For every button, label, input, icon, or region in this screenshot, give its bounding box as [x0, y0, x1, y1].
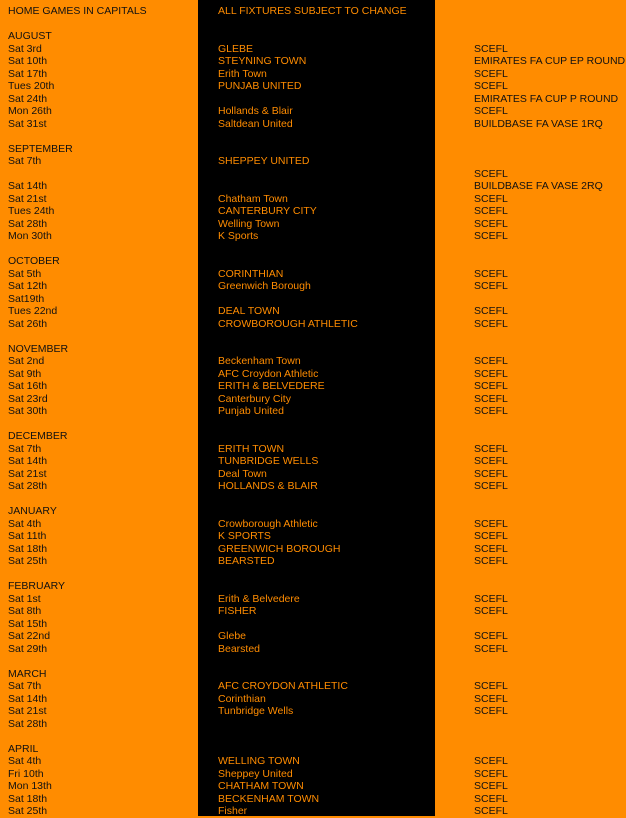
fixture-date: Sat 10th [8, 55, 48, 67]
fixture-opponent: AFC CROYDON ATHLETIC [218, 680, 348, 692]
fixture-row [0, 543, 626, 556]
fixture-opponent: STEYNING TOWN [218, 55, 307, 67]
fixture-opponent: CROWBOROUGH ATHLETIC [218, 317, 358, 330]
fixture-opponent: Welling Town [218, 217, 280, 230]
fixture-date: Sat 18th [8, 542, 48, 555]
fixture-opponent: Greenwich Borough [218, 280, 311, 292]
fixture-row [0, 768, 626, 781]
fixture-competition: SCEFL [474, 405, 508, 417]
fixture-competition: SCEFL [474, 80, 508, 92]
fixture-row [0, 55, 626, 68]
fixture-date: Sat 25th [8, 555, 48, 567]
fixture-date: Sat 3rd [8, 42, 42, 55]
fixture-date: Sat 7th [8, 442, 42, 455]
fixture-date: Tues 22nd [8, 305, 58, 317]
fixture-opponent: Chatham Town [218, 192, 288, 205]
fixture-row [0, 193, 626, 206]
fixture-row [0, 230, 626, 243]
month-heading: DECEMBER [8, 430, 68, 442]
fixture-date: Sat 25th [8, 805, 48, 817]
fixture-date: Sat 12th [8, 280, 48, 292]
fixture-opponent: BEARSTED [218, 555, 275, 567]
month-heading: JANUARY [8, 505, 57, 517]
month-heading-row [0, 743, 626, 756]
home-games-note: HOME GAMES IN CAPITALS [8, 5, 147, 17]
fixture-opponent: Corinthian [218, 692, 266, 705]
fixture-row [0, 530, 626, 543]
month-spacer [0, 655, 626, 668]
month-heading-row [0, 255, 626, 268]
month-heading-row [0, 30, 626, 43]
fixture-competition: EMIRATES FA CUP P ROUND [474, 92, 619, 105]
fixture-row [0, 218, 626, 231]
fixture-row [0, 318, 626, 331]
fixture-competition: SCEFL [474, 680, 508, 692]
fixture-opponent: ERITH TOWN [218, 442, 285, 455]
month-spacer [0, 130, 626, 143]
fixture-date: Sat 30th [8, 405, 48, 417]
fixture-row [0, 280, 626, 293]
fixture-opponent: K Sports [218, 230, 259, 242]
fixture-date: Sat 1st [8, 592, 41, 605]
fixture-competition: SCEFL [474, 442, 508, 455]
fixture-date: Sat 4th [8, 755, 42, 767]
fixture-competition: SCEFL [474, 380, 508, 392]
fixture-row [0, 168, 626, 181]
fixture-row [0, 93, 626, 106]
month-heading-row [0, 505, 626, 518]
month-spacer [0, 730, 626, 743]
fixture-date: Sat 4th [8, 517, 42, 530]
fixture-opponent: Punjab United [218, 405, 284, 417]
fixture-competition: SCEFL [474, 42, 508, 55]
fixture-row [0, 593, 626, 606]
fixture-competition: SCEFL [474, 205, 508, 217]
fixture-competition: SCEFL [474, 280, 508, 292]
fixture-opponent: WELLING TOWN [218, 755, 300, 767]
fixture-date: Mon 26th [8, 105, 52, 117]
fixture-date: Sat 11th [8, 530, 47, 542]
fixture-date: Sat 21st [8, 705, 47, 717]
fixture-competition: SCEFL [474, 792, 508, 805]
fixture-opponent: Hollands & Blair [218, 105, 293, 117]
fixture-competition: SCEFL [474, 480, 508, 492]
fixture-row [0, 480, 626, 493]
fixture-competition: SCEFL [474, 517, 508, 530]
month-spacer [0, 493, 626, 506]
fixture-date: Sat 17th [8, 67, 48, 80]
fixture-date: Sat 14th [8, 180, 48, 192]
fixture-date: Tues 24th [8, 205, 55, 217]
month-heading: APRIL [8, 742, 39, 755]
fixture-row [0, 305, 626, 318]
fixture-opponent: CHATHAM TOWN [218, 780, 304, 792]
fixture-opponent: Erith Town [218, 67, 267, 80]
fixture-row [0, 393, 626, 406]
fixture-row [0, 380, 626, 393]
fixture-date: Sat 16th [8, 380, 48, 392]
fixture-competition: SCEFL [474, 167, 508, 180]
fixture-row [0, 443, 626, 456]
fixture-date: Sat 18th [8, 792, 48, 805]
month-spacer [0, 330, 626, 343]
fixture-date: Sat 14th [8, 455, 48, 467]
fixture-opponent: ERITH & BELVEDERE [218, 380, 325, 392]
fixture-opponent: BECKENHAM TOWN [218, 792, 320, 805]
fixture-competition: SCEFL [474, 367, 508, 380]
fixture-competition: SCEFL [474, 767, 508, 780]
fixture-date: Sat 24th [8, 92, 48, 105]
fixture-opponent: Beckenham Town [218, 355, 301, 367]
month-heading: SEPTEMBER [8, 142, 73, 155]
fixture-competition: SCEFL [474, 642, 508, 655]
fixture-competition: SCEFL [474, 105, 508, 117]
fixture-row [0, 455, 626, 468]
fixture-date: Sat 23rd [8, 392, 48, 405]
month-heading-row [0, 343, 626, 356]
month-heading: AUGUST [8, 30, 52, 42]
fixture-competition: SCEFL [474, 455, 508, 467]
fixture-opponent: GREENWICH BOROUGH [218, 542, 341, 555]
fixture-competition: SCEFL [474, 230, 508, 242]
fixture-row [0, 693, 626, 706]
fixture-opponent: Glebe [218, 630, 247, 642]
fixture-row [0, 605, 626, 618]
fixture-competition: SCEFL [474, 805, 508, 817]
fixture-date: Sat 28th [8, 217, 48, 230]
month-heading-row [0, 668, 626, 681]
fixture-competition: SCEFL [474, 705, 508, 717]
fixture-date: Fri 10th [8, 767, 44, 780]
fixture-row [0, 643, 626, 656]
fixture-competition: SCEFL [474, 630, 508, 642]
fixture-date: Sat 7th [8, 155, 42, 167]
fixture-list [0, 30, 626, 818]
fixture-opponent: FISHER [218, 605, 257, 617]
fixture-row [0, 718, 626, 731]
fixture-date: Tues 20th [8, 80, 55, 92]
fixture-competition: SCEFL [474, 780, 508, 792]
fixture-row [0, 630, 626, 643]
fixture-opponent: GLEBE [218, 42, 254, 55]
fixture-competition: SCEFL [474, 755, 508, 767]
month-spacer [0, 418, 626, 431]
fixture-row [0, 518, 626, 531]
fixture-date: Sat 2nd [8, 355, 45, 367]
fixture-competition: SCEFL [474, 542, 508, 555]
fixture-competition: BUILDBASE FA VASE 1RQ [474, 117, 603, 130]
fixture-row [0, 268, 626, 281]
fixture-row [0, 155, 626, 168]
month-heading: MARCH [8, 667, 47, 680]
fixtures-change-note: ALL FIXTURES SUBJECT TO CHANGE [218, 5, 407, 17]
fixture-competition: SCEFL [474, 467, 508, 480]
fixture-opponent: K SPORTS [218, 530, 271, 542]
fixture-row [0, 368, 626, 381]
fixture-opponent: Bearsted [218, 642, 261, 655]
fixture-competition: SCEFL [474, 692, 508, 705]
fixture-row [0, 780, 626, 793]
fixture-opponent: CANTERBURY CITY [218, 205, 317, 217]
fixture-date: Sat 21st [8, 467, 47, 480]
month-heading: FEBRUARY [8, 580, 65, 592]
fixture-opponent: HOLLANDS & BLAIR [218, 480, 318, 492]
fixture-opponent: PUNJAB UNITED [218, 80, 302, 92]
fixture-opponent: Fisher [218, 805, 248, 817]
fixture-date: Sat 5th [8, 267, 42, 280]
fixture-row [0, 80, 626, 93]
fixture-row [0, 68, 626, 81]
fixture-date: Sat 21st [8, 192, 47, 205]
fixture-row [0, 405, 626, 418]
fixture-opponent: SHEPPEY UNITED [218, 155, 310, 167]
fixture-competition: SCEFL [474, 355, 508, 367]
fixture-competition: SCEFL [474, 67, 508, 80]
fixture-opponent: Deal Town [218, 467, 267, 480]
fixture-opponent: Saltdean United [218, 117, 293, 130]
fixture-row [0, 680, 626, 693]
fixture-opponent: DEAL TOWN [218, 305, 280, 317]
fixture-row [0, 293, 626, 306]
fixture-opponent: CORINTHIAN [218, 267, 284, 280]
fixture-opponent: Sheppey United [218, 767, 293, 780]
fixture-row [0, 755, 626, 768]
fixture-date: Mon 30th [8, 230, 52, 242]
fixture-competition: SCEFL [474, 217, 508, 230]
fixture-competition: EMIRATES FA CUP EP ROUND [474, 55, 626, 67]
fixture-date: Sat19th [8, 292, 45, 305]
fixture-date: Sat 28th [8, 480, 48, 492]
fixture-opponent: TUNBRIDGE WELLS [218, 455, 319, 467]
month-heading-row [0, 143, 626, 156]
fixture-competition: SCEFL [474, 530, 508, 542]
month-heading-row [0, 580, 626, 593]
fixture-date: Sat 15th [8, 617, 48, 630]
fixture-date: Sat 7th [8, 680, 42, 692]
fixture-competition: SCEFL [474, 192, 508, 205]
month-heading: NOVEMBER [8, 342, 69, 355]
month-spacer [0, 243, 626, 256]
fixture-row [0, 355, 626, 368]
fixture-opponent: Erith & Belvedere [218, 592, 300, 605]
fixture-row [0, 180, 626, 193]
month-spacer [0, 568, 626, 581]
fixture-row [0, 118, 626, 131]
fixture-row [0, 705, 626, 718]
fixture-date: Sat 26th [8, 317, 48, 330]
fixture-row [0, 618, 626, 631]
fixture-row [0, 555, 626, 568]
fixture-date: Mon 13th [8, 780, 52, 792]
fixture-competition: SCEFL [474, 267, 508, 280]
fixture-date: Sat 31st [8, 117, 47, 130]
fixture-competition: SCEFL [474, 392, 508, 405]
fixture-competition: SCEFL [474, 605, 508, 617]
fixture-competition: SCEFL [474, 305, 508, 317]
fixture-opponent: AFC Croydon Athletic [218, 367, 319, 380]
fixture-competition: SCEFL [474, 317, 508, 330]
month-heading: OCTOBER [8, 255, 60, 267]
fixture-row [0, 793, 626, 806]
fixture-date: Sat 9th [8, 367, 42, 380]
fixture-date: Sat 8th [8, 605, 42, 617]
fixture-row [0, 43, 626, 56]
fixture-competition: SCEFL [474, 555, 508, 567]
fixture-row [0, 105, 626, 118]
fixture-opponent: Canterbury City [218, 392, 291, 405]
fixture-row [0, 468, 626, 481]
fixture-date: Sat 29th [8, 642, 48, 655]
fixture-date: Sat 28th [8, 717, 48, 730]
month-heading-row [0, 430, 626, 443]
fixture-opponent: Crowborough Athletic [218, 517, 318, 530]
fixture-competition: SCEFL [474, 592, 508, 605]
fixture-opponent: Tunbridge Wells [218, 705, 294, 717]
fixture-competition: BUILDBASE FA VASE 2RQ [474, 180, 603, 192]
fixture-date: Sat 14th [8, 692, 48, 705]
fixture-row [0, 205, 626, 218]
fixture-date: Sat 22nd [8, 630, 51, 642]
